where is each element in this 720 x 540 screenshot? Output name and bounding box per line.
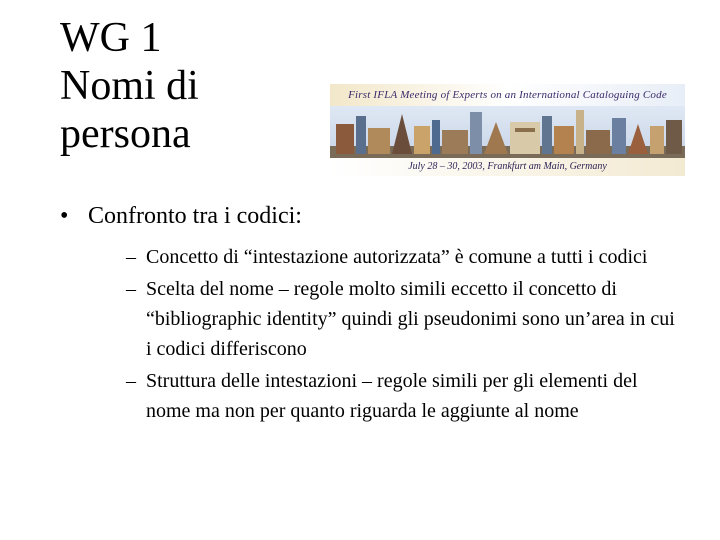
- sub-bullet-text: Scelta del nome – regole molto simili eccetto il concetto di “bibliographic identity” quindi gli pseudonimi sono un’area in cui i codici differiscono: [146, 278, 675, 360]
- sub-bullet-text: Concetto di “intestazione autorizzata” è comune a tutti i codici: [146, 246, 648, 268]
- sub-bullet-item: [88, 366, 680, 426]
- bullet-list: [60, 200, 680, 428]
- bullet-item: [60, 200, 680, 426]
- bullet-marker: •: [60, 203, 69, 229]
- sub-bullet-list: [88, 242, 680, 426]
- banner-top-text: First IFLA Meeting of Experts on an International Cataloguing Code: [330, 84, 685, 106]
- title-line-3: persona: [60, 111, 191, 157]
- sub-bullet-item: [88, 242, 680, 272]
- dash-marker: –: [126, 370, 136, 392]
- skyline-illustration: [330, 106, 685, 158]
- dash-marker: –: [126, 246, 136, 268]
- sub-bullet-text: Struttura delle intestazioni – regole simili per gli elementi del nome ma non per quanto riguarda le aggiunte al nome: [146, 370, 638, 422]
- banner-bottom-text: July 28 – 30, 2003, Frankfurt am Main, Germany: [330, 158, 685, 176]
- sub-bullet-item: [88, 274, 680, 364]
- title-line-1: WG 1: [60, 15, 162, 61]
- title-line-2: Nomi di: [60, 63, 199, 109]
- city-skyline-image: [330, 106, 685, 158]
- dash-marker: –: [126, 278, 136, 300]
- bullet-text: Confronto tra i codici:: [88, 203, 302, 229]
- conference-banner: [330, 84, 685, 176]
- slide-title: [60, 14, 199, 158]
